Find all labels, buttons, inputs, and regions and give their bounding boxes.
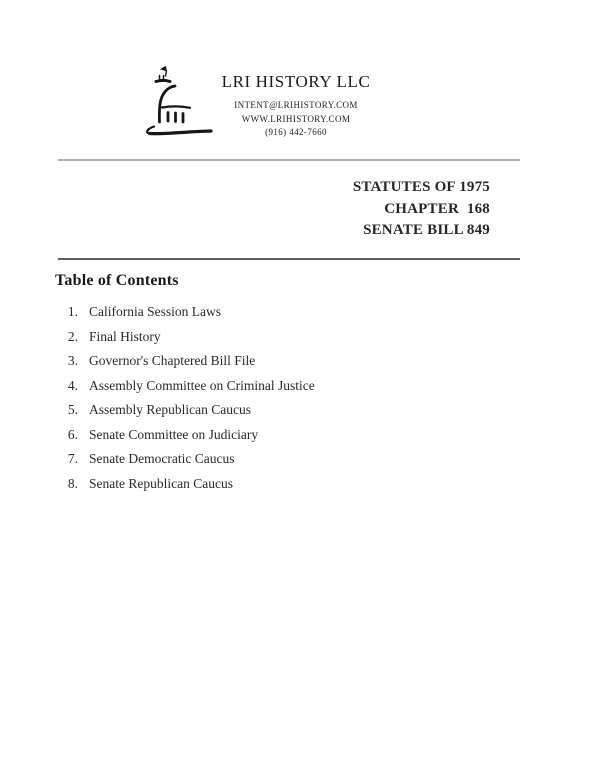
toc-item <box>58 447 315 472</box>
toc-item-number: 7. <box>67 451 78 466</box>
statute-reference <box>353 177 490 242</box>
statutes-line: STATUTES OF 1975 <box>352 179 490 195</box>
toc-item-label: Senate Republican Caucus <box>89 475 233 491</box>
toc-item <box>58 349 315 374</box>
toc-item <box>58 423 315 448</box>
toc-item-number: 2. <box>67 328 78 344</box>
company-name: LRI HISTORY LLC <box>221 72 371 91</box>
chapter-line: CHAPTER 168 <box>384 200 490 217</box>
toc-item-label: Assembly Committee on Criminal Justice <box>89 377 315 393</box>
toc-item-label: Final History <box>89 328 161 344</box>
toc-list <box>58 300 315 496</box>
toc-heading: Table of Contents <box>55 272 179 289</box>
toc-item-label: California Session Laws <box>89 304 221 319</box>
senate-bill-line: SENATE BILL 849 <box>363 222 490 238</box>
toc-item <box>58 374 315 399</box>
contact-info <box>186 99 406 140</box>
toc-item-label: Assembly Republican Caucus <box>89 402 251 417</box>
header <box>186 73 406 140</box>
toc-item <box>58 398 315 423</box>
website-text: WWW.LRIHISTORY.COM <box>241 113 351 124</box>
toc-item <box>58 325 315 350</box>
phone-text: (916) 442-7660 <box>265 127 327 137</box>
toc-item-number: 5. <box>67 402 78 417</box>
toc-item-label: Senate Committee on Judiciary <box>89 426 259 442</box>
toc-item-number: 4. <box>67 377 78 393</box>
toc-item-number: 1. <box>67 304 78 319</box>
toc-item-label: Senate Democratic Caucus <box>89 451 235 466</box>
header-divider <box>58 159 520 161</box>
toc-item-number: 8. <box>67 475 78 491</box>
toc-item <box>58 300 315 325</box>
email-text: INTENT@LRIHISTORY.COM <box>234 100 358 110</box>
toc-item-number: 3. <box>67 353 78 368</box>
toc-item <box>58 472 315 497</box>
toc-item-label: Governor's Chaptered Bill File <box>89 353 256 368</box>
toc-item-number: 6. <box>67 426 78 442</box>
reference-divider <box>58 258 520 260</box>
